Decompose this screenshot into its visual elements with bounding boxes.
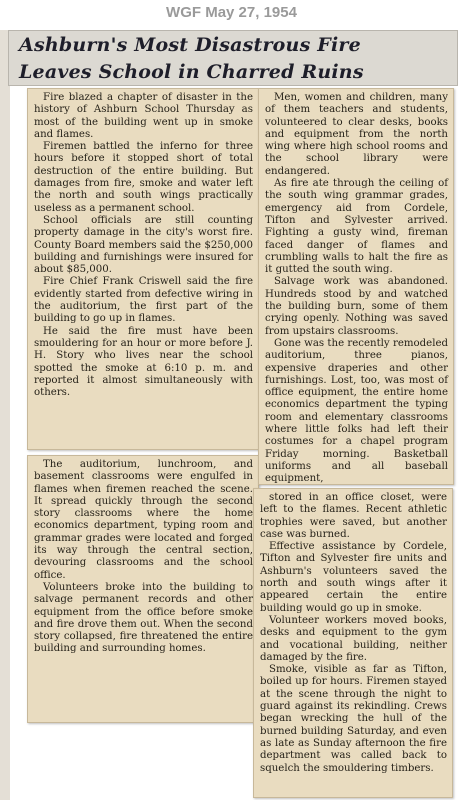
- paragraph: Volunteers broke into the building to salvage permanent records and other equipment from the office before smoke and fire drove them out. When the second story collapsed, fire threatened the entire building and surrounding homes.: [34, 581, 253, 655]
- paragraph: School officials are still counting property damage in the city's worst fire. County Board members said the $250,000 building and furnishings were insured for about $85,000.: [34, 214, 253, 276]
- headline-banner: [8, 30, 458, 86]
- paragraph: Smoke, visible as far as Tifton, boiled up for hours. Firemen stayed at the scene through the night to guard against its rekindling. Crews began wrecking the hull of the burned building Saturday, and even as late as Sunday afternoon the fire department was called back to squelch the smouldering timbers.: [260, 664, 447, 774]
- paragraph: Firemen battled the inferno for three hours before it stopped short of total destruction of the entire building. But damages from fire, smoke and water left the north and south wings practically useless as a permanent school.: [34, 141, 253, 214]
- date-caption: WGF May 27, 1954: [166, 4, 297, 21]
- article-clipping-column-2-top: [258, 88, 454, 485]
- article-clipping-column-1-top: [27, 88, 259, 450]
- article-clipping-column-2-bottom: [253, 488, 453, 798]
- paragraph: The auditorium, lunchroom, and basement classrooms were engulfed in flames when firemen reached the scene. It spread quickly through the second story classrooms where the home economics department, typing room and grammar grades were located and forged its way through the central section, devouring classrooms and the school office.: [34, 459, 253, 581]
- paragraph: Salvage work was abandoned. Hundreds stood by and watched the building burn, some of them crying openly. Nothing was saved from upstairs classrooms.: [265, 276, 448, 337]
- paragraph: He said the fire must have been smouldering for an hour or more before J. H. Story who lives near the school spotted the smoke at 6:10 p. m. and reported it almost simultaneously with others.: [34, 325, 253, 399]
- paragraph: Men, women and children, many of them teachers and students, volunteered to clear desks, books and equipment from the north wing where high school rooms and the school library were endangered.: [265, 92, 448, 177]
- headline-line-1: Ashburn's Most Disastrous Fire: [19, 34, 361, 56]
- paragraph: Gone was the recently remodeled auditorium, three pianos, expensive draperies and other furnishings. Lost, too, was most of office equipment, the entire home economics department the typing room and elementary classrooms where little folks had left their costumes for a chapel program Friday morning. Basketball uniforms and all baseball equipment,: [265, 337, 448, 485]
- paragraph: Effective assistance by Cordele, Tifton and Sylvester fire units and Ashburn's volunteers saved the north and south wings after it appeared certain the entire building would go up in smoke.: [260, 541, 447, 614]
- paragraph: Volunteer workers moved books, desks and equipment to the gym and vocational building, neither damaged by the fire.: [260, 614, 447, 663]
- paragraph: stored in an office closet, were left to the flames. Recent athletic trophies were saved, but another case was burned.: [260, 492, 447, 540]
- paragraph: Fire Chief Frank Criswell said the fire evidently started from defective wiring in the auditorium, the first part of the building to go up in flames.: [34, 276, 253, 325]
- paragraph: As fire ate through the ceiling of the south wing grammar grades, emergency aid from Cordele, Tifton and Sylvester arrived. Fighting a gusty wind, fireman faced danger of flames and crumbling walls to halt the fire as it gutted the south wing.: [265, 178, 448, 276]
- paragraph: Fire blazed a chapter of disaster in the history of Ashburn School Thursday as most of the building went up in smoke and flames.: [34, 92, 253, 140]
- article-clipping-column-1-bottom: [27, 455, 259, 723]
- headline-line-2: Leaves School in Charred Ruins: [19, 61, 364, 83]
- page-edge-strip: [0, 30, 10, 800]
